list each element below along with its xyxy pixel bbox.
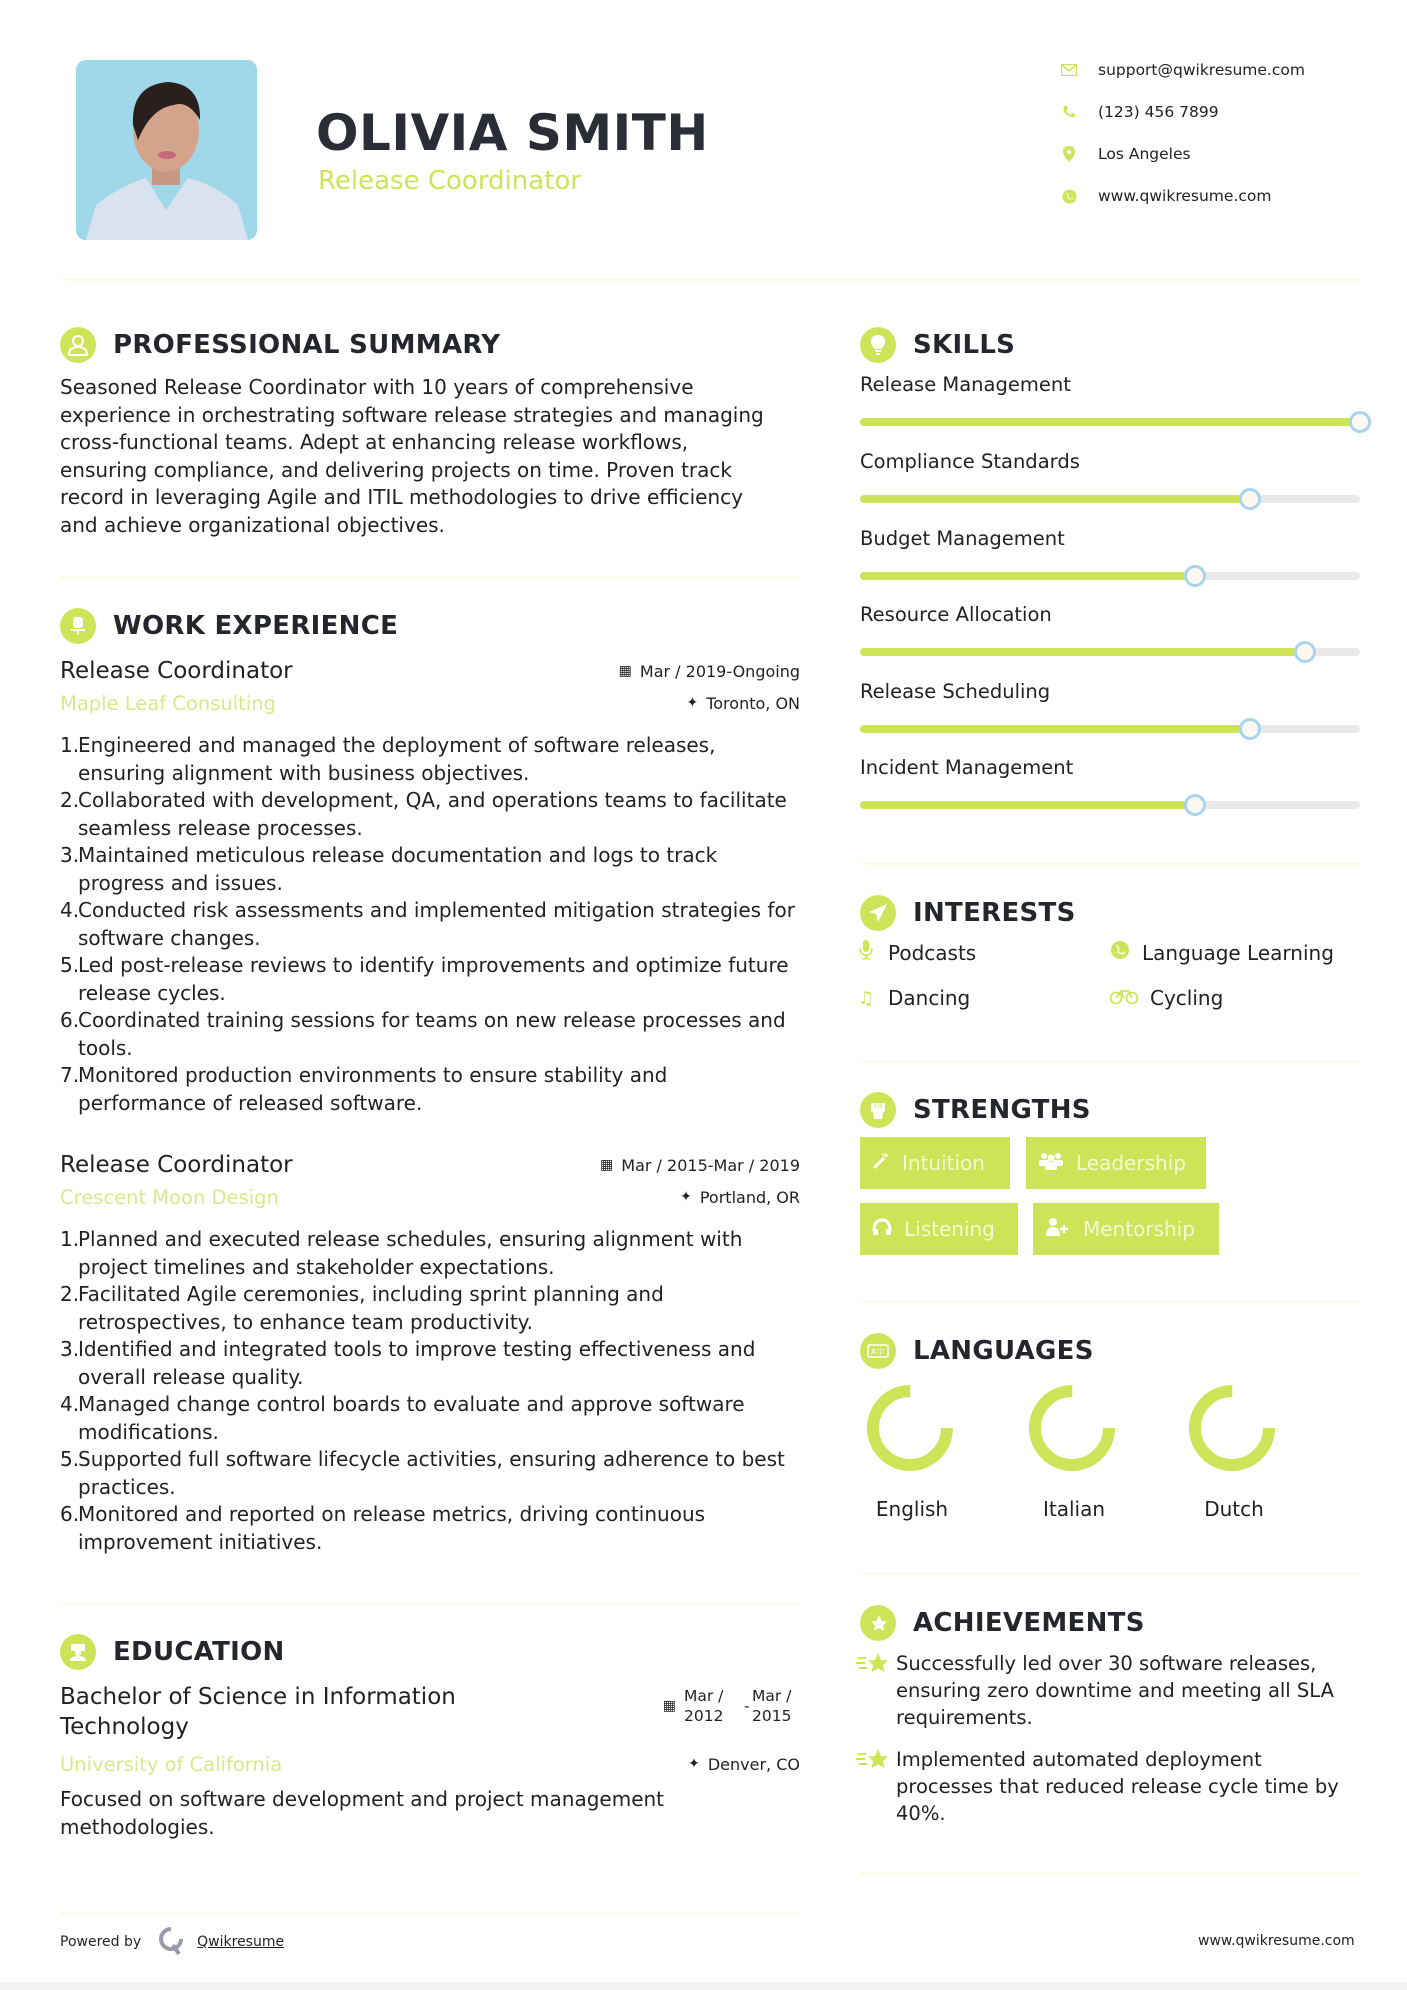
job-entry [60, 1150, 800, 1556]
skill-fill [860, 725, 1250, 733]
skill-fill [860, 418, 1360, 426]
education-heading [60, 1634, 285, 1670]
calendar-icon: ▦ [662, 1698, 676, 1714]
skill-slider[interactable] [860, 801, 1360, 809]
list-item: 6. Monitored and reported on release metrics, driving continuous improvement initiatives. [60, 1502, 706, 1554]
language-label: English [875, 1497, 949, 1521]
list-item: 1. Planned and executed release schedules, ensuring alignment with project timelines and stakeholder expectations. [60, 1227, 743, 1279]
list-item: 5. Led post-release reviews to identify improvements and optimize future release cycles. [60, 953, 789, 1005]
fist-icon [860, 1092, 896, 1128]
language-progress-ring [1184, 1380, 1284, 1480]
skill-label: Release Scheduling [860, 680, 1051, 703]
map-pin-icon [1060, 145, 1078, 163]
headphones-icon [872, 1218, 892, 1241]
strength-label: Intuition [902, 1151, 985, 1175]
education-dates: ▦ Mar / 2012 - Mar / 2015 [663, 1686, 800, 1726]
contact-website[interactable] [1060, 183, 1380, 209]
powered-by [60, 1924, 284, 1960]
graduate-icon [60, 1634, 96, 1670]
candidate-title: Release Coordinator [318, 166, 581, 196]
skill-item [860, 603, 1360, 656]
interest-item [1108, 986, 1223, 1010]
interest-item [854, 986, 970, 1010]
section-divider [860, 1572, 1360, 1575]
skill-fill [860, 495, 1250, 503]
language-label: Italian [1042, 1497, 1106, 1521]
language-item [1184, 1380, 1284, 1521]
achievements-title: ACHIEVEMENTS [913, 1608, 1145, 1638]
section-divider [860, 1060, 1360, 1063]
contact-email[interactable] [1060, 57, 1380, 83]
list-item: 4. Conducted risk assessments and implemented mitigation strategies for software changes. [60, 898, 795, 950]
strengths-title: STRENGTHS [913, 1095, 1091, 1125]
skill-thumb[interactable] [1239, 718, 1261, 740]
education-entry [60, 1682, 800, 1841]
lightbulb-icon [860, 327, 896, 363]
pushpin-icon: ✦ [680, 1189, 692, 1205]
skills-title: SKILLS [913, 330, 1016, 360]
skill-fill [860, 572, 1195, 580]
strength-label: Listening [904, 1217, 995, 1241]
paper-plane-icon [860, 895, 896, 931]
list-item: 4. Managed change control boards to evaluate and approve software modifications. [60, 1392, 745, 1444]
interest-label: Language Learning [1142, 940, 1334, 965]
powered-by-label: Powered by [60, 1934, 142, 1950]
profile-photo [76, 60, 257, 240]
interest-label: Dancing [888, 986, 971, 1010]
skill-thumb[interactable] [1239, 488, 1261, 510]
education-start: Mar / 2012 [684, 1687, 724, 1725]
list-item: 3. Maintained meticulous release documentation and logs to track progress and issues. [60, 843, 718, 895]
skill-thumb[interactable] [1294, 641, 1316, 663]
globe-icon [1060, 187, 1078, 205]
portrait-image [76, 60, 257, 240]
skill-label: Resource Allocation [860, 603, 1052, 626]
contact-website-text: www.qwikresume.com [1098, 187, 1272, 205]
skill-item [860, 680, 1360, 733]
job-location: ✦ Portland, OR [680, 1187, 800, 1207]
contact-phone-text: (123) 456 7899 [1098, 103, 1219, 121]
phone-icon [1060, 103, 1078, 121]
achievement-text: Successfully led over 30 software releases, ensuring zero downtime and meeting all SLA requirements. [896, 1652, 1334, 1729]
group-icon [1038, 1151, 1064, 1176]
briefcase-icon [60, 608, 96, 644]
job-dates: ▦ Mar / 2015-Mar / 2019 [600, 1155, 800, 1175]
skills-heading [860, 327, 1015, 363]
education-title: EDUCATION [113, 1637, 285, 1667]
user-icon [60, 327, 96, 363]
degree: Bachelor of Science in Information Technology [60, 1684, 456, 1740]
section-divider [60, 1602, 800, 1605]
job-bullets [60, 1226, 800, 1556]
job-company: Maple Leaf Consulting [60, 691, 276, 715]
achievement-item [856, 1650, 1356, 1731]
calendar-icon: ▦ [600, 1157, 614, 1173]
interest-item [1108, 940, 1334, 965]
star-badge-icon [860, 1605, 896, 1641]
job-bullets [60, 732, 800, 1117]
list-item: 5. Supported full software lifecycle activities, ensuring adherence to best practices. [60, 1447, 785, 1499]
skill-slider[interactable] [860, 648, 1360, 656]
interests-title: INTERESTS [913, 898, 1076, 928]
contact-phone[interactable] [1060, 99, 1380, 125]
calendar-icon: ▦ [618, 663, 632, 679]
list-item: 2. Facilitated Agile ceremonies, including sprint planning and retrospectives, to enhance team productivity. [60, 1282, 664, 1334]
skill-fill [860, 801, 1195, 809]
list-item: 2. Collaborated with development, QA, and operations teams to facilitate seamless release processes. [60, 788, 787, 840]
strength-badge [1026, 1137, 1206, 1189]
skill-label: Incident Management [860, 756, 1074, 779]
list-item: 1. Engineered and managed the deployment of software releases, ensuring alignment with business objectives. [60, 733, 716, 785]
skill-label: Compliance Standards [860, 450, 1080, 473]
summary-title: PROFESSIONAL SUMMARY [113, 330, 501, 360]
interest-label: Podcasts [888, 940, 977, 965]
list-item: 3. Identified and integrated tools to improve testing effectiveness and overall release quality. [60, 1337, 756, 1389]
contact-location-text: Los Angeles [1098, 145, 1191, 163]
skill-label: Release Management [860, 373, 1071, 396]
music-note-icon: ♫ [857, 987, 875, 1009]
job-entry [60, 656, 800, 1117]
strength-badge [860, 1137, 1010, 1189]
experience-title: WORK EXPERIENCE [113, 611, 399, 641]
candidate-name: OLIVIA SMITH [316, 104, 709, 162]
skill-item [860, 373, 1360, 426]
contact-email-text: support@qwikresume.com [1098, 61, 1305, 79]
achievements-heading [860, 1605, 1145, 1641]
svg-text:A字: A字 [871, 1347, 885, 1357]
job-company: Crescent Moon Design [60, 1185, 279, 1209]
footer-divider [60, 1912, 800, 1915]
shooting-star-icon [856, 1650, 896, 1731]
contact-location [1060, 141, 1380, 167]
experience-heading [60, 608, 398, 644]
language-item [862, 1380, 962, 1521]
skill-item [860, 527, 1360, 580]
skill-label: Budget Management [860, 527, 1065, 550]
strengths-heading [860, 1092, 1091, 1128]
interest-item [854, 940, 976, 965]
qwikresume-link[interactable]: Qwikresume [197, 1934, 285, 1950]
qwikresume-logo-icon [157, 1925, 185, 1959]
skill-fill [860, 648, 1305, 656]
strength-badge [860, 1203, 1018, 1255]
skill-thumb[interactable] [1349, 411, 1371, 433]
achievement-text: Implemented automated deployment processes that reduced release cycle time by 40%. [896, 1748, 1339, 1825]
job-title: Release Coordinator [60, 1152, 293, 1178]
school-name: University of California [60, 1752, 283, 1776]
skill-item [860, 450, 1360, 503]
skill-slider[interactable] [860, 495, 1360, 503]
strength-label: Mentorship [1083, 1217, 1195, 1241]
pushpin-icon: ✦ [688, 1756, 700, 1772]
strength-label: Leadership [1076, 1151, 1186, 1175]
language-progress-ring [1024, 1380, 1124, 1480]
magic-wand-icon [872, 1152, 890, 1175]
interest-label: Cycling [1150, 986, 1224, 1010]
section-divider [860, 1300, 1360, 1303]
job-location: ✦ Toronto, ON [686, 693, 800, 713]
language-progress-ring [862, 1380, 962, 1480]
footer-url[interactable]: www.qwikresume.com [1198, 1933, 1355, 1949]
language-label: Dutch [1204, 1497, 1264, 1521]
education-location: ✦ Denver, CO [688, 1754, 800, 1774]
interests-heading [860, 895, 1076, 931]
job-dates: ▦ Mar / 2019-Ongoing [618, 661, 800, 681]
section-divider [60, 576, 800, 579]
languages-heading [860, 1333, 1094, 1369]
bicycle-icon [1108, 988, 1140, 1009]
skill-item [860, 756, 1360, 809]
section-divider [860, 862, 1360, 865]
microphone-icon [854, 940, 878, 965]
languages-title: LANGUAGES [913, 1336, 1094, 1366]
translate-icon [860, 1333, 896, 1369]
skill-thumb[interactable] [1184, 565, 1206, 587]
language-item [1024, 1380, 1124, 1521]
list-item: 6. Coordinated training sessions for teams on new release processes and tools. [60, 1008, 786, 1060]
education-end: Mar / 2015 [752, 1687, 792, 1725]
header-divider [60, 278, 1360, 281]
section-divider [860, 1872, 1360, 1875]
skill-thumb[interactable] [1184, 794, 1206, 816]
skill-slider[interactable] [860, 725, 1360, 733]
education-description: Focused on software development and project management methodologies. [60, 1787, 665, 1839]
summary-heading [60, 327, 500, 363]
page-bottom-edge [0, 1982, 1407, 1990]
job-title: Release Coordinator [60, 658, 293, 684]
skill-slider[interactable] [860, 418, 1360, 426]
globe-icon [1108, 940, 1132, 965]
user-plus-icon [1045, 1217, 1071, 1242]
achievement-item [856, 1746, 1356, 1827]
envelope-icon [1060, 61, 1078, 79]
list-item: 7. Monitored production environments to ensure stability and performance of released software. [60, 1063, 668, 1115]
shooting-star-icon [856, 1746, 896, 1827]
summary-text: Seasoned Release Coordinator with 10 years of comprehensive experience in orchestrating software release strategies and managing cross-functional teams. Adept at enhancing release workflows, ensuring compliance, and delivering projects on time. Proven track record in leveraging Agile and ITIL methodologies to drive efficiency and achieve organizational objectives. [60, 375, 764, 537]
skill-slider[interactable] [860, 572, 1360, 580]
pushpin-icon: ✦ [686, 695, 699, 711]
strength-badge [1033, 1203, 1219, 1255]
